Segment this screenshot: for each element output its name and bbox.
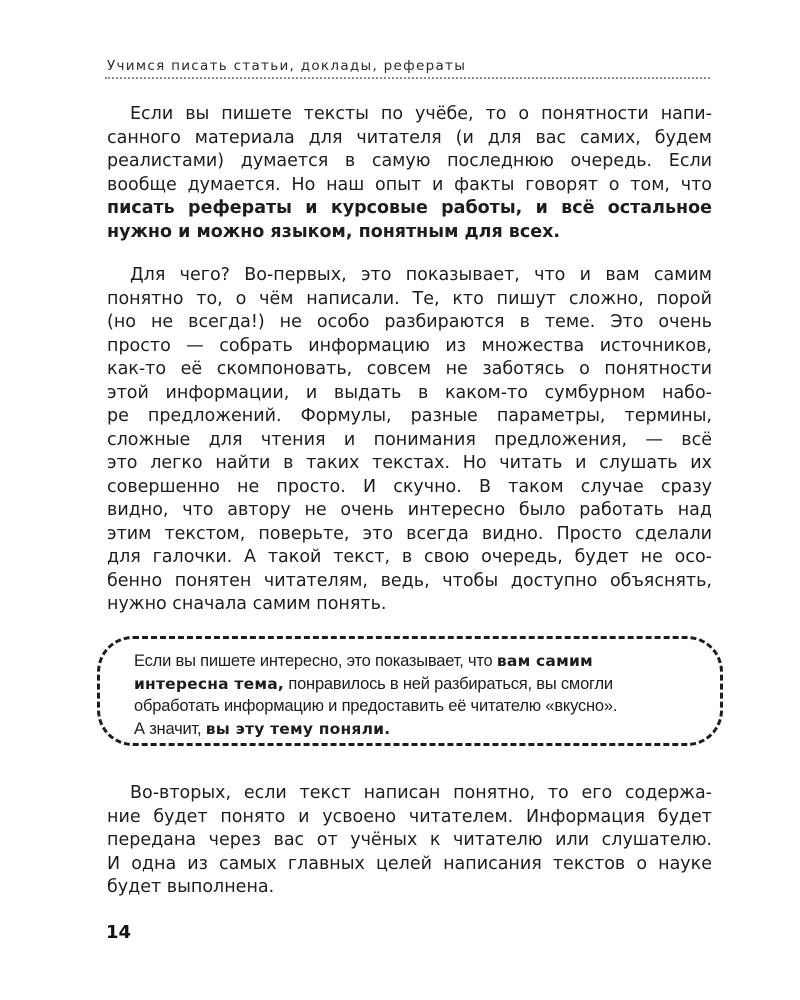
paragraph-bold-line: нужно и можно языком, понятным для всех. (107, 221, 561, 242)
paragraph-line: бенно понятен читателям, ведь, чтобы доступно объяснять, (107, 570, 712, 591)
paragraph-line: реалистами) думается в самую последнюю очередь. Если (107, 151, 712, 171)
paragraph-line: Во-вторых, если текст написан понятно, то его содержа- (130, 783, 712, 803)
paragraph-line: этим текстом, поверьте, это всегда видно. Просто сделали (107, 523, 712, 544)
callout-line (134, 695, 714, 718)
callout-plain-text: А значит, (134, 719, 206, 738)
paragraph-line: просто — собрать информацию из множества источников, (107, 335, 712, 356)
paragraph-1 (107, 103, 712, 244)
paragraph-line: санного материала для читателя (и для вас самих, будем (107, 127, 712, 148)
paragraph-line: видно, что автору не очень интересно было работать над (107, 500, 712, 520)
paragraph-line: (но не всегда!) не особо разбираются в теме. Это очень (107, 312, 712, 332)
paragraph-line: сложные для чтения и понимания предложения, — всё (107, 429, 712, 450)
paragraph-line: Если вы пишете тексты по учёбе, то о понятности напи- (130, 104, 712, 124)
paragraph-line: понятно то, о чём написали. Те, кто пишут сложно, порой (107, 288, 712, 309)
paragraph-line: нужно сначала самим понять. (107, 594, 387, 614)
callout-line (134, 650, 714, 673)
page-number: 14 (106, 922, 132, 943)
callout-line (134, 718, 714, 741)
paragraph-line: это легко найти в таких текстах. Но читать и слушать их (107, 453, 712, 473)
paragraph-bold-line: писать рефераты и курсовые работы, и всё остальное (107, 198, 712, 218)
callout-emphasis: вам самим (496, 652, 593, 670)
paragraph-line: ре предложений. Формулы, разные параметры, термины, (107, 406, 712, 426)
paragraph-line: И одна из самых главных целей написания текстов о науке (107, 853, 712, 874)
header-divider (105, 77, 710, 79)
paragraph-line: Для чего? Во-первых, это показывает, что и вам самим (130, 265, 712, 285)
callout-plain-text: Если вы пишете интересно, это показывает, что (134, 652, 497, 670)
paragraph-line: ние будет понято и усвоено читателем. Информация будет (107, 806, 712, 827)
callout-text (134, 650, 714, 740)
paragraph-line: передана через вас от учёных к читателю или слушателю. (107, 830, 712, 850)
paragraph-line: будет выполнена. (107, 877, 275, 897)
paragraph-2 (107, 264, 712, 617)
paragraph-line: этой информации, и выдать в каком-то сумбурном набо- (107, 382, 712, 403)
callout-emphasis: интересна тема, (134, 674, 284, 693)
paragraph-3 (107, 782, 712, 900)
callout-emphasis: вы эту тему поняли. (205, 719, 391, 738)
paragraph-line: как-то её скомпоновать, совсем не заботясь о понятности (107, 359, 712, 379)
paragraph-line: для галочки. А такой текст, в свою очередь, будет не осо- (107, 547, 712, 567)
paragraph-line: вообще думается. Но наш опыт и факты говорят о том, что (107, 174, 712, 195)
callout-plain-text: обработать информацию и предоставить её читателю «вкусно». (134, 697, 618, 715)
paragraph-line: совершенно не просто. И скучно. В таком случае сразу (107, 476, 712, 497)
callout-plain-text: понравилось в ней разбираться, вы смогли (283, 674, 613, 693)
running-header: Учимся писать статьи, доклады, рефераты (107, 58, 467, 74)
callout-line (134, 673, 714, 696)
